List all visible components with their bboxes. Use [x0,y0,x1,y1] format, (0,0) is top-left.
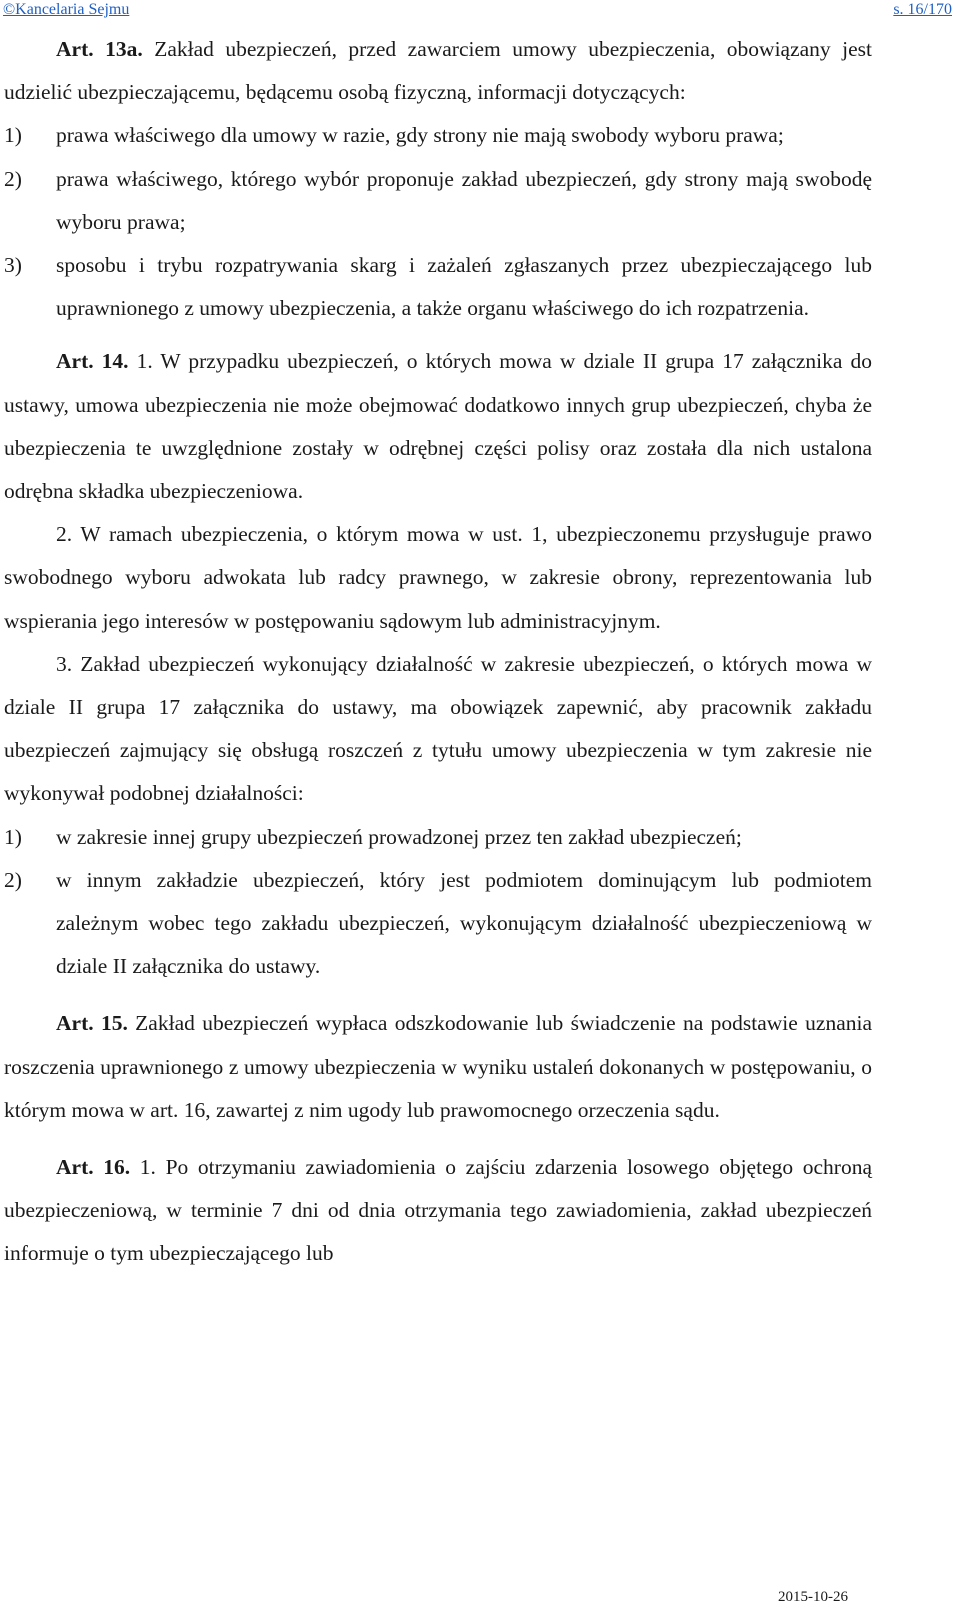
art-15 [4,1002,872,1132]
item-number: 2) [4,867,22,892]
art-14-item-1 [4,816,872,859]
paragraph-number: 1. [136,349,153,374]
article-label: Art. 15. [56,1011,128,1036]
item-number: 3) [4,253,22,278]
article-text: Zakład ubezpieczeń, przed zawarciem umowy ubezpieczenia, obowiązany jest udzielić ubezpieczającemu, będącemu osobą fizyczną, informacji dotyczących: [4,37,872,105]
art-13a-item-2 [4,158,872,244]
item-text: w zakresie innej grupy ubezpieczeń prowadzonej przez ten zakład ubezpieczeń; [56,824,742,849]
art-13a-item-3 [4,244,872,330]
item-number: 2) [4,166,22,191]
paragraph-number: 1. [139,1155,156,1180]
art-13a-intro [4,28,872,114]
art-14-para-3: 3. Zakład ubezpieczeń wykonujący działalność w zakresie ubezpieczeń, o których mowa w dziale II grupa 17 załącznika do ustawy, ma obowiązek zapewnić, aby pracownik zakładu ubezpieczeń zajmujący się obsługą roszczeń z tytułu umowy ubezpieczenia w tym zakresie nie wykonywał podobnej działalności: [4,651,872,806]
item-number: 1) [4,824,22,849]
page-header [0,0,960,22]
paragraph-text: W przypadku ubezpieczeń, o których mowa w dziale II grupa 17 załącznika do ustawy, umowa ubezpieczenia nie może obejmować dodatkowo innych grup ubezpieczeń, chyba że ubezpieczenia te uwzględnione zostały w odrębnej części polisy oraz została dla nich ustalona odrębna składka ubezpieczeniowa. [4,349,872,504]
art-14-para-1 [4,340,872,513]
item-text: prawa właściwego dla umowy w razie, gdy strony nie mają swobody wyboru prawa; [56,123,784,148]
document-date: 2015-10-26 [778,1589,848,1605]
item-text: sposobu i trybu rozpatrywania skarg i zażaleń zgłaszanych przez ubezpieczającego lub uprawnionego z umowy ubezpieczenia, a także organu właściwego do ich rozpatrzenia. [56,253,872,321]
article-label: Art. 14. [56,349,129,374]
art-14-para-2: 2. W ramach ubezpieczenia, o którym mowa w ust. 1, ubezpieczonemu przysługuje prawo swobodnego wyboru adwokata lub radcy prawnego, w zakresie obrony, reprezentowania lub wspierania jego interesów w postępowaniu sądowym lub administracyjnym. [4,522,872,633]
article-label: Art. 13a. [56,37,143,61]
article-text: Zakład ubezpieczeń wypłaca odszkodowanie lub świadczenie na podstawie uznania roszczenia uprawnionego z umowy ubezpieczenia w wyniku ustaleń dokonanych w postępowaniu, o którym mowa w art. 16, zawartej z nim ugody lub prawomocnego orzeczenia sądu. [4,1011,873,1122]
paragraph-text: Po otrzymaniu zawiadomienia o zajściu zdarzenia losowego objętego ochroną ubezpieczeniową, w terminie 7 dni od dnia otrzymania tego zawiadomienia, zakład ubezpieczeń informuje o tym ubezpieczającego lub [4,1155,873,1266]
art-14-item-2 [4,859,872,989]
publisher-link[interactable]: ©Kancelaria Sejmu [3,1,130,18]
item-number: 1) [4,123,22,148]
document-body [4,28,872,1276]
art-16-para-1 [4,1146,872,1276]
page-number[interactable]: s. 16/170 [893,1,952,18]
item-text: prawa właściwego, którego wybór proponuje zakład ubezpieczeń, gdy strony mają swobodę wyboru prawa; [56,166,872,234]
art-13a-item-1 [4,114,872,157]
item-text: w innym zakładzie ubezpieczeń, który jest podmiotem dominującym lub podmiotem zależnym wobec tego zakładu ubezpieczeń, wykonującym działalność ubezpieczeniową w dziale II załącznika do ustawy. [56,867,872,979]
article-label: Art. 16. [56,1155,131,1180]
